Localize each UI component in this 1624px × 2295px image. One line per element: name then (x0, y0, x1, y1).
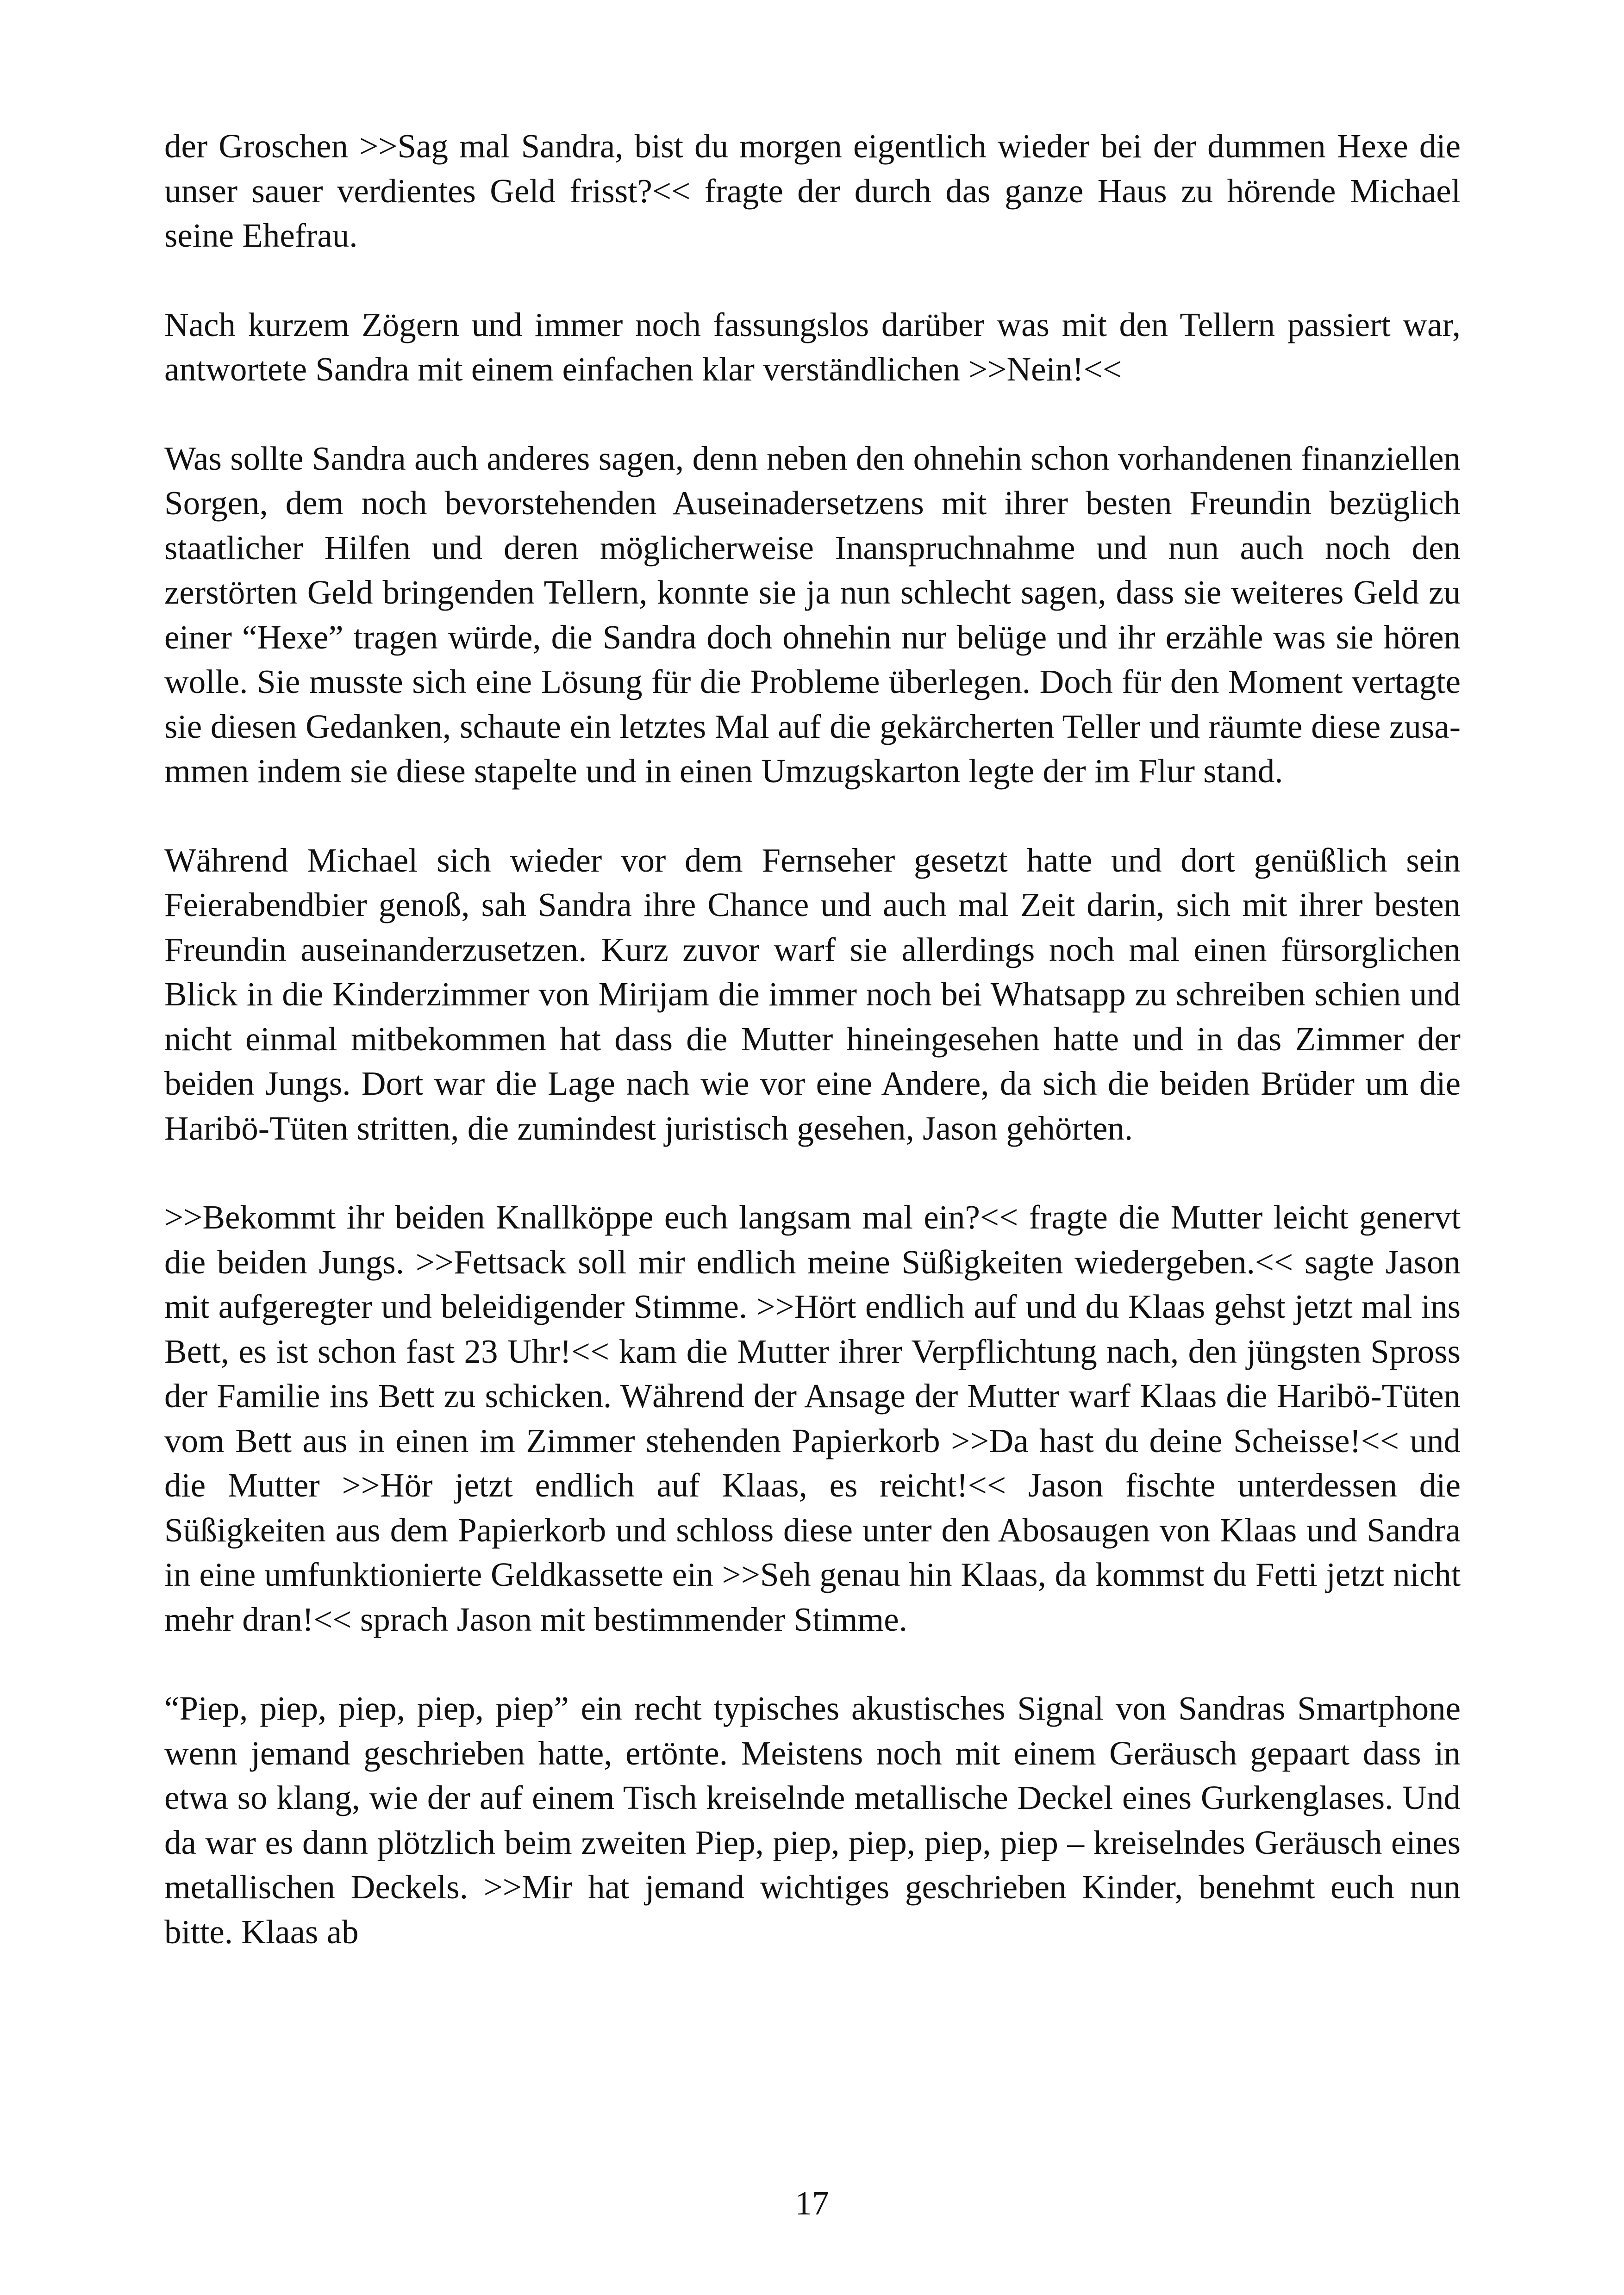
paragraph-3: Was sollte Sandra auch anderes sagen, denn neben den ohnehin schon vorhandenen finanziellen Sorgen, dem noch bevorstehenden Auseinadersetzens mit ihrer besten Freundin bezüglich staatlicher Hilfen und deren möglicherweise Inanspruchnahme und nun auch noch den zerstörten Geld bringenden Tellern, konnte sie ja nun schlecht sagen, dass sie weiteres Geld zu einer “Hexe” tragen würde, die Sandra doch ohnehin nur belüge und ihr erzähle was sie hören wolle. Sie musste sich eine Lösung für die Probleme überlegen. Doch für den Moment vertagte sie diesen Gedanken, schaute ein letztes Mal auf die gekärcherten Teller und räumte diese zusammen indem sie diese stapelte und in einen Umzugskarton legte der im Flur stand. (164, 439, 1461, 790)
paragraph-1: der Groschen >>Sag mal Sandra, bist du morgen eigentlich wieder bei der dummen Hexe die unser sauer verdientes Geld frisst?<< fragte der durch das ganze Haus zu hörende Michael seine Ehefrau. (164, 127, 1461, 254)
body-text (164, 124, 1461, 1954)
paragraph-5: >>Bekommt ihr beiden Knallköppe euch langsam mal ein?<< fragte die Mutter leicht genervt die beiden Jungs. >>Fettsack soll mir endlich meine Süßigkeiten wiedergeben.<< sagte Jason mit aufgeregter und beleidigender Stimme. >>Hört endlich auf und du Klaas gehst jetzt mal ins Bett, es ist schon fast 23 Uhr!<< kam die Mutter ihrer Verpflichtung nach, den jüngsten Spross der Familie ins Bett zu schicken. Während der Ansage der Mutter warf Klaas die Haribö-Tüten vom Bett aus in einen im Zimmer stehenden Papierkorb >>Da hast du deine Scheisse!<< und die Mutter >>Hör jetzt endlich auf Klaas, es reicht!<< Jason fischte unterdessen die Süßigkeiten aus dem Papierkorb und schloss diese unter den Abosaugen von Klaas und Sandra in eine umfunktionierte Geldkassette ein >>Seh genau hin Klaas, da kommst du Fetti jetzt nicht mehr dran!<< sprach Jason mit bestimmender Stimme. (164, 1198, 1461, 1638)
paragraph-4: Während Michael sich wieder vor dem Fernseher gesetzt hatte und dort genüßlich sein Feierabendbier genoß, sah Sandra ihre Chance und auch mal Zeit darin, sich mit ihrer besten Freundin auseinanderzusetzen. Kurz zuvor warf sie allerdings noch mal einen fürsorglichen Blick in die Kinderzimmer von Mirijam die immer noch bei Whatsapp zu schreiben schien und nicht einmal mitbekommen hat dass die Mutter hineingesehen hatte und in das Zimmer der beiden Jungs. Dort war die Lage nach wie vor eine Andere, da sich die beiden Brüder um die Haribö-Tüten stritten, die zumindest juristisch gesehen, Jason gehörten. (164, 841, 1461, 1147)
page-number: 17 (795, 2184, 829, 2222)
paragraph-2: Nach kurzem Zögern und immer noch fassungslos darüber was mit den Tellern passiert war, antwortete Sandra mit einem einfachen klar verständlichen >>Nein!<< (164, 306, 1461, 388)
paragraph-6: “Piep, piep, piep, piep, piep” ein recht typisches akustisches Signal von Sandras Smartphone wenn jemand geschrieben hatte, ertönte. Meistens noch mit einem Geräusch gepaart dass in etwa so klang, wie der auf einem Tisch kreiselnde metallische Deckel eines Gurkenglases. Und da war es dann plötzlich beim zweiten Piep, piep, piep, piep, piep – kreiselndes Geräusch eines metallischen Deckels. >>Mir hat jemand wichtiges geschrieben Kinder, benehmt euch nun bitte. Klaas ab (164, 1690, 1461, 1951)
